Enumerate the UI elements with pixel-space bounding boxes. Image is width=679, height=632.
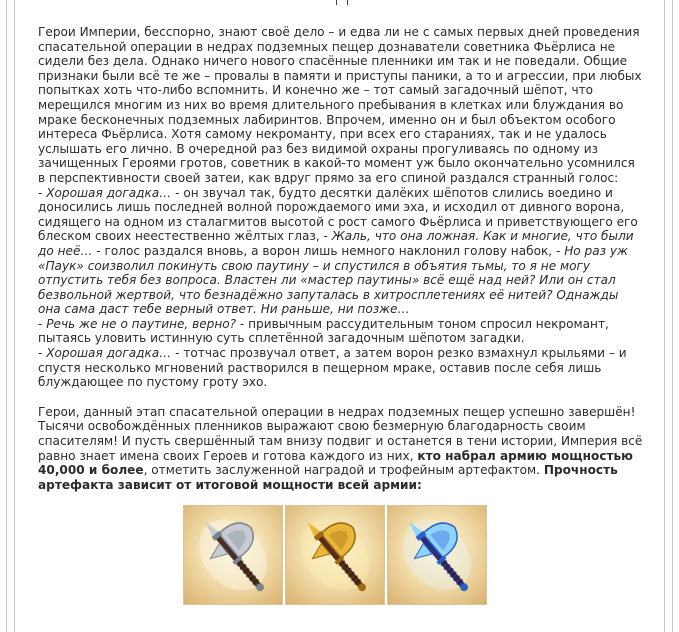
top-decoration xyxy=(336,0,348,5)
reward-thumb-1[interactable] xyxy=(183,505,283,605)
text-segment: кто набрал армию мощностью 40,000 и более xyxy=(38,448,633,478)
text-segment: Речь же не о паутине, верно? xyxy=(46,316,237,331)
frame-line-right-outer xyxy=(672,0,673,632)
reward-thumb-2[interactable] xyxy=(285,505,385,605)
text-segment: - xyxy=(38,316,47,331)
text-segment: - тотчас прозвучал ответ, а затем ворон резко взмахнул крыльями – и спустя несколько мгновений растворился в пещерном мраке, оставив после себя лишь блуждающее по пустому гроту эхо. xyxy=(38,346,627,390)
text-segment: - xyxy=(38,185,47,200)
frame-line-right-inner xyxy=(664,0,665,632)
reward-thumb-3[interactable] xyxy=(387,505,487,605)
text-segment: Хорошая догадка… xyxy=(46,346,172,361)
text-segment: Жаль, что она ложная. Как и многие, что были до неё… xyxy=(38,229,634,258)
text-segment: - он звучал так, будто десятки далёких шёпотов слились воедино и доносились лишь последней волной порождаемого ими эха, и исходил от дивного ворона, сидящего на одном из сталагмитов высотой с рост самого Фьёрлиса и приветствующего его блеском своих неестественно жёлтых глаз, - xyxy=(38,185,638,244)
axe-crystal-icon xyxy=(388,506,486,604)
text-segment: Хорошая догадка… xyxy=(46,185,172,200)
text-segment: - привычным рассудительным тоном спросил некромант, пытаясь уловить истинную суть сплетённой загадочным шёпотом загадки. xyxy=(38,316,609,346)
text-segment: - голос раздался вновь, а ворон лишь немного наклонил голову набок, - xyxy=(92,243,565,258)
text-segment: Герои Империи, бесспорно, знают своё дело – и едва ли не с самых первых дней проведения спасательной операции в недрах подземных пещер дознаватели советника Фьёрлиса не сидели без дела. Однако ничего нового спасённые пленники им так и не поведали. Общие признаки были всё те же – провалы в памяти и приступы паники, а то и агрессии, при любых попытках хоть что-либо вспомнить. И конечно же – тот самый загадочный шёпот, что мерещился многим из них во время длительного пребывания в клетках или блуждания во мраке бесконечных подземных лабиринтов. Впрочем, именно он и был объектом особого интереса Фьёрлиса. Хотя самому некроманту, при всех его стараниях, так и не удалось услышать его лично. В очередной раз без видимой охраны прогуливаясь по одному из зачищенных Героями гротов, советник в какой-то момент уж было окончательно усомнился в перспективности своей затеи, как вдруг прямо за его спиной раздался странный голос: xyxy=(38,25,642,185)
text-segment: Но раз уж «Паук» соизволил покинуть свою паутину – и спустился в объятия тьмы, то я не могу отпустить тебя без вопроса. Властен ли «мастер паутины» всё ещё над ней? Или он стал безвольной жертвой, что безнадёжно запуталась в хитросплетениях её нитей? Однажды она сама даст тебе верный ответ. Ни раньше, ни позже… xyxy=(38,243,628,317)
text-segment: - xyxy=(38,346,47,361)
axe-silver-icon xyxy=(184,506,282,604)
frame-line-left-inner xyxy=(14,0,15,632)
text-segment: Прочность артефакта зависит от итоговой мощности всей армии: xyxy=(38,463,618,492)
text-segment: Герои, данный этап спасательной операции в недрах подземных пещер успешно завершён! Тысячи освобождённых пленников выражают свою безмерную благодарность своим спасителям! И пусть свершённый там внизу подвиг и останется в тени истории, Империя всё равно знает имена своих Героев и готова каждого из них, xyxy=(38,404,643,463)
text-segment: , отметить заслуженной наградой и трофейным артефактом. xyxy=(143,463,544,478)
reward-artifacts xyxy=(183,505,493,607)
axe-golden-icon xyxy=(286,506,384,604)
announcement-paragraph xyxy=(38,405,643,493)
frame-line-left-outer xyxy=(6,0,7,632)
story-paragraph xyxy=(38,25,643,390)
article-body xyxy=(38,25,643,492)
